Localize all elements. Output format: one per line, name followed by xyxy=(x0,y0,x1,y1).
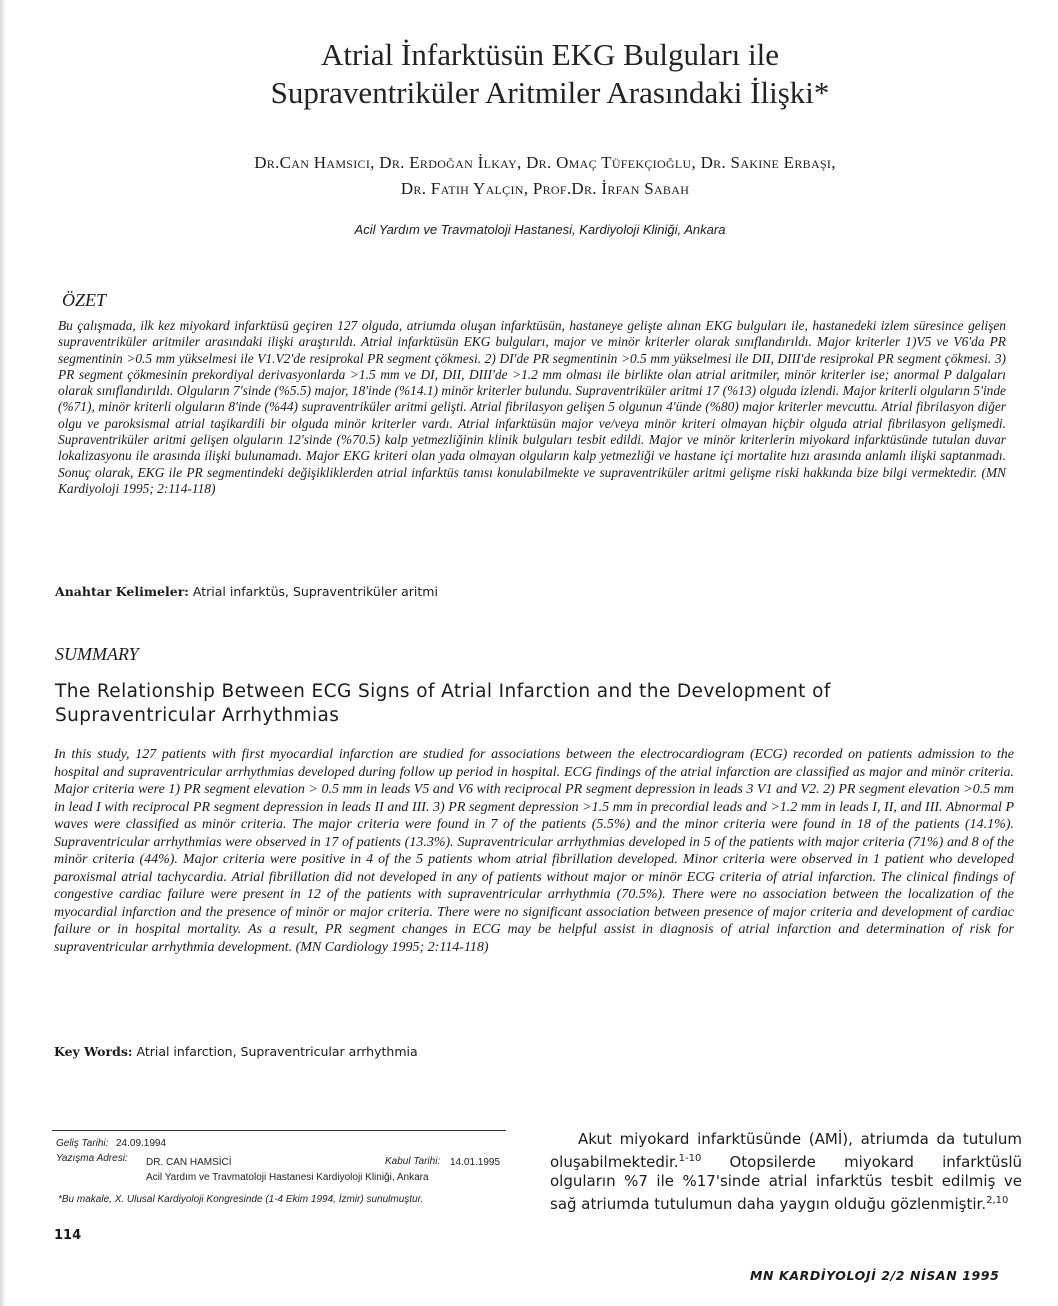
keywords-label: Anahtar Kelimeler: xyxy=(55,584,189,599)
intro-text-2: Otopsilerde miyokard infarktüslü olguların %7 ile %17'sinde atrial infarktüs tesbit edilmiş ve sağ atriumda tutulumun daha yaygın olduğu gözlenmiştir. xyxy=(550,1153,1022,1213)
intro-text-1: Akut miyokard infarktüsünde (AMİ), atriumda da tutulum oluşabilmektedir. xyxy=(550,1130,1022,1171)
affiliation: Acil Yardım ve Travmatoloji Hastanesi, Kardiyoloji Kliniği, Ankara xyxy=(354,222,726,237)
scan-edge-shadow xyxy=(0,0,6,1306)
english-title: The Relationship Between ECG Signs of Atrial Infarction and the Development of Supraventricular Arrhythmias xyxy=(55,681,831,726)
journal-footer: MN KARDİYOLOJİ 2/2 NİSAN 1995 xyxy=(750,1268,1000,1283)
accepted-date: 14.01.1995 xyxy=(450,1157,501,1168)
article-title: Atrial İnfarktüsün EKG Bulguları ile Supraventriküler Aritmiler Arasındaki İlişki* xyxy=(270,37,830,110)
congress-note: *Bu makale, X. Ulusal Kardiyoloji Kongresinde (1-4 Ekim 1994, İzmir) sunulmuştur. xyxy=(58,1194,424,1205)
author-list: Dr.Can Hamsici, Dr. Erdoğan İlkay, Dr. Omaç Tüfekçioğlu, Dr. Sakine Erbaşı, Dr. Fatih Yalçın, Prof.Dr. İrfan Sabah xyxy=(254,153,836,198)
summary-abstract: In this study, 127 patients with first myocardial infarction are studied for associations between the electrocardiogram (ECG) recorded on patients admission to the hospital and supraventricular arrhythmias developed during follow up period in hospital. ECG findings of the atrial infarction are classified as major and minör criteria. Major criteria were 1) PR segment elevation > 0.5 mm in leads V5 and V6 with reciprocal PR segment depression in leads 3 V1 and V2. 2) PR segment elevation >0.5 mm in lead I with reciprocal PR segment depression in leads II and III. 3) PR segment depression >1.5 mm in precordial leads and >1.2 mm in leads I, II, and III. Abnormal P waves were classified as minör criteria. The major criteria were found in 7 of the patients (5.5%) and the minor criteria were found in 18 of the patients (14.1%). Supraventricular arrhythmias were observed in 17 of patients (13.3%). Supraventricular arrhythmias developed in 5 of the patients with major criteria (71%) and 8 of the minör criteria (44%). Major criteria were positive in 4 of the 5 patients whom atrial fibrillation developed. Minor criteria were observed in 1 patient who developed paroxismal atrial tachycardia. Atrial fibrillation did not developed in any of patients without major or minör ECG criteria of atrial infarction. The clinical findings of congestive cardiac failure were present in 12 of the patients with supraventricular arrhythmia (70.5%). There were no association between the localization of the myocardial infarction and the presence of minör or major criteria. There were no significant association between presence of major criteria and development of cardiac failure or in hospital mortality. As a result, PR segment changes in ECG may be helpful assist in diagnosis of atrial infarction and determination of risk for supraventricular arrhythmia development. (MN Cardiology 1995; 2:114-118) xyxy=(54,747,1014,955)
correspondence-address: DR. CAN HAMSİCİ Acil Yardım ve Travmatoloji Hastanesi Kardiyoloji Kliniği, Ankara xyxy=(146,1157,429,1183)
turkish-keywords xyxy=(55,584,438,599)
ozet-heading: ÖZET xyxy=(62,290,107,310)
address-label: Yazışma Adresi: xyxy=(56,1153,128,1164)
footnote-divider xyxy=(52,1130,506,1131)
intro-reference-2: 2,10 xyxy=(986,1195,1009,1206)
received-date: 24.09.1994 xyxy=(116,1138,167,1149)
key-words-label: Key Words: xyxy=(54,1044,133,1059)
summary-heading: SUMMARY xyxy=(55,644,139,664)
received-label: Geliş Tarihi: xyxy=(56,1138,109,1149)
ozet-abstract: Bu çalışmada, ilk kez miyokard infarktüsü geçiren 127 olguda, atriumda oluşan infarktüsün, hastaneye gelişte alınan EKG bulguları ile, hastanedeki izlem süresince gelişen supraventriküler aritmiler arasındaki ilişki araştırıldı. Atrial infarktüsün EKG bulguları, major ve minör kriterler olarak sınıflandırıldı. Major kriterler 1)V5 ve V6'da PR segmentinin >0.5 mm yükselmesi ile V1.V2'de resiprokal PR segment çökmesi. 2) DI'de PR segmentinin >0.5 mm yükselmesi ile DII, DIII'de resiprokal PR segment çökmesi. 3) PR segment çökmesinin prekordiyal derivasyonlarda >1.5 mm ve DI, DII, DIII'de >1.2 mm olması ile birlikte olan atrial aritmiler, minör kriterler ise; anormal P dalgaları olarak sınıflandırıldı. Olguların 7'sinde (%5.5) major, 18'inde (%14.1) minör kriterler bulundu. Supraventriküler aritmi 17 (%13) olguda izlendi. Major kriterli olguların 5'inde (%71), minör kriterli olguların 8'inde (%44) supraventriküler aritmi gelişti. Atrial fibrilasyon gelişen 5 olgunun 4'ünde (%80) major kriterler mevcuttu. Atrial fibrilasyon diğer olgu ve paroksismal atrial taşikardili bir olguda minör kriterler vardı. Atrial infarktüsün major ve/veya minör kriteri olmayan hiçbir olguda atrial fibrilasyon gelişmedi. Supraventriküler aritmi gelişen olguların 12'sinde (%70.5) kalp yetmezliğinin klinik bulguları tesbit edildi. Major ve minör kriterlerin miyokard infarktüsünde tutulan duvar lokalizasyonu ile arasında ilişki bulunamadı. Major EKG kriteri olan yada olmayan olguların kalp yetmezliği ve hastane içi mortalite hızı arasında anlamlı ilişki saptanmadı. Sonuç olarak, EKG ile PR segmentindeki değişikliklerden atrial infarktüs tanısı konulabilmekte ve supraventriküler aritmi gelişme riski hakkında bize bilgi vermektedir. (MN Kardiyoloji 1995; 2:114-118) xyxy=(58,318,1006,496)
accepted-label: Kabul Tarihi: xyxy=(385,1156,441,1167)
intro-reference-1: 1-10 xyxy=(678,1153,702,1164)
english-keywords xyxy=(54,1044,418,1059)
keywords-value: Atrial infarktüs, Supraventriküler aritmi xyxy=(192,584,438,599)
introduction-paragraph xyxy=(550,1130,1022,1214)
page-number: 114 xyxy=(54,1228,82,1243)
key-words-value: Atrial infarction, Supraventricular arrhythmia xyxy=(136,1044,418,1059)
